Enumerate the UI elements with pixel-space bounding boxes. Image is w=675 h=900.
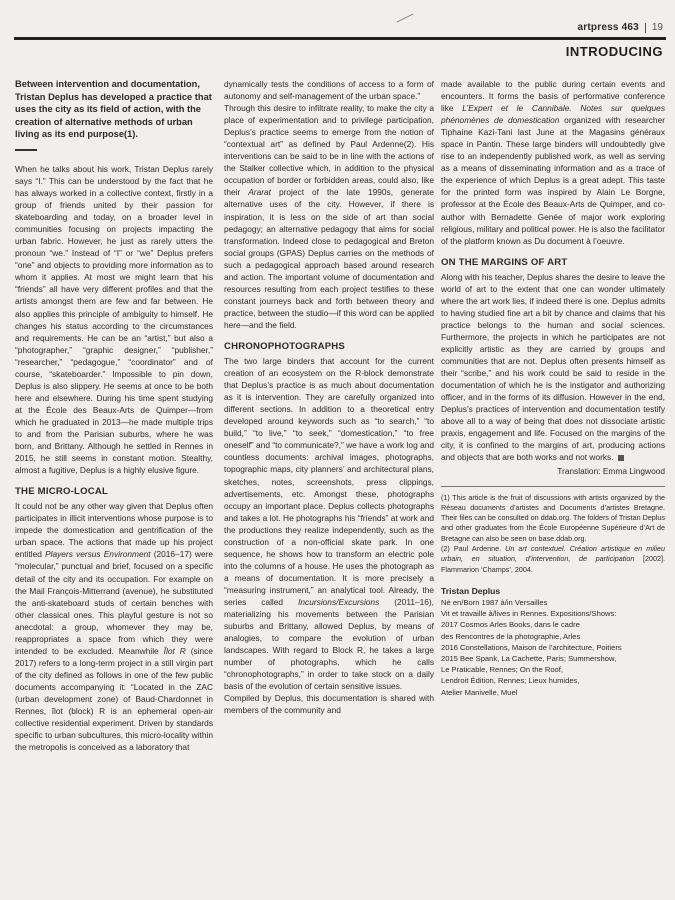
intro-rule — [15, 149, 37, 151]
column-1 — [15, 78, 213, 753]
column-2 — [224, 78, 434, 716]
column-3 — [441, 78, 665, 698]
pen-scratch-mark — [395, 12, 415, 24]
body-paragraph: Compiled by Deplus, this documentation is shared with members of the community and — [224, 693, 434, 716]
footnote-1: (1) This article is the fruit of discussions with artists organized by the Réseau documents d’artistes and Documents d’artistes Bretagne. Their files can be consulted on ddab.org. The folders of Tristan Deplus and other graduates from the École Européenne Supérieure d’Art de Bretagne can also be seen on base.ddab.org. — [441, 492, 665, 543]
body-paragraph: When he talks about his work, Tristan Deplus rarely says “I.” This can be understood by the fact that he has always worked in a collective context, firstly in a group of friends united by their passion for skateboarding and today, on a broader level in communities focusing on projects impacting the urban fabric. However, he just as rarely utters the pronoun “we.” Instead of “I” or “we” Deplus prefers “one” and objects to providing more information as to whom it applies. At most we might learn that his “friends” all have very different profiles and that the artists amongst them are few and far between. He also applies this principle of ambiguity to himself. He changes his status according to the circumstances and requirements. He can be an “artist,” but also a “photographer,” “graphic designer,” “publisher,” “researcher,” “pedagogue,” “coordinator” and of course, “skateboarder.” Impossible to pin down, Deplus is also slippery. He seems at once to be both here and elsewhere. During his time spent studying at the École des Beaux-Arts de Quimper—from which he graduated in 2013—he made multiple trips to and from the Parisian suburbs, where he was born, and Brittany. Although he settled in Rennes in 2015, he still seems in constant motion. Stealthy, almost a fugitive, Deplus is a highly elusive figure. — [15, 163, 213, 476]
bio-block — [441, 597, 665, 698]
body-paragraph: Along with his teacher, Deplus shares the desire to leave the world of art to the extent that one can wonder ultimately where the art work lies, if indeed there is one. Deplus admits to having studied fine art a bit by chance and claims that his practice belongs to the human and social sciences. Furthermore, the projects in which he participates are not explicitly artistic as they are carried by groups and communities that are not. Deplus often presents himself as their “scribe,” and his work could be said to reside in the documentation of which he is the instigator and authorizing officer, and in the forms of its diffusion. However in the end, Deplus’s practices of intervention and documentation testify above all to a way of being that does not dissociate artistic praxis, engagement and life. Focused on the margins of the city, it is confined to the margins of art, producing actions and objects that are both works and not works. — [441, 271, 665, 463]
magazine-issue: artpress 463 — [577, 22, 639, 33]
body-paragraph: dynamically tests the conditions of access to a form of autonomy and self-management of the urban space.” — [224, 79, 434, 102]
bio-line: Le Praticable, Rennes; On the Roof, — [441, 665, 563, 675]
body-paragraph: The two large binders that account for the current creation of an ecosystem on the R-block demonstrate that Deplus’s practice is as much about documentation as it is intervention. They are carefully organized into different sections. In addition to a theoretical entry developed around keywords such as “to search,” “to build,” “to live,” “to seek,” “domestication,” “to free oneself” and “to communicate?,” we have a work log and countless documents: archival images, photographs, topographic maps, city planners’ and architectural plans, sketches, notes, screenshots, press clippings, advertisements, etc. Amongst these, photographs occupy an important place. Deplus collects photographs and takes a lot. He photographs his “friends” at work and the productions they realize independently, such as the construction of a non-official skate park. In one sequence, he shows how to transform an electric pole into the columns of a house. He uses the photograph as a means of documentation. It is more precisely a “measuring instrument,” an analytical tool. Already, the series called Incursions/Excursions (2011–16), materializing his movements between the Parisian suburbs and Brittany, allowed Deplus, by means of analogies, to compare the evolution of urban landscapes. With regard to Block R, he takes a large number of photographs, which he calls “chronophotographs,” in order to take stock on a daily basis of the evolution of certain sensitive issues. — [224, 356, 434, 692]
end-mark-square — [618, 455, 624, 461]
bio-line: Lendroit Édition, Rennes; Lieux humides, — [441, 676, 580, 686]
subheading-margins-of-art: ON THE MARGINS OF ART — [441, 256, 568, 268]
running-header — [578, 22, 663, 33]
intro-paragraph: Between intervention and documentation, Tristan Deplus has developed a practice that uses the city as its field of action, with the creation of alternative methods of urban living as its end purpose(1). — [15, 79, 212, 140]
bio-name: Tristan Deplus — [441, 585, 501, 596]
bio-line: des Rencontres de la photographie, Arles — [441, 631, 581, 641]
bio-line: Vit et travaille à/lives in Rennes. Expositions/Shows: — [441, 609, 617, 619]
bio-line: Né en/Born 1987 à/in Versailles — [441, 597, 548, 607]
bio-line: Atelier Manivelle, Muel — [441, 687, 518, 697]
subheading-micro-local: THE MICRO-LOCAL — [15, 486, 109, 498]
body-paragraph: It could not be any other way given that Deplus often participates in illicit interventions whose purpose is to impede the domestication and gentrification of the urban space. The actions that made up his project entitled Players versus Environment (2016–17) were “molecular,” punctual and brief, focused on a specific detail of the city and its occupation. For example on the Mail François-Mitterrand (avenue), he substituted the anti-skateboard studs of certain benches with other classical ones. This playful gesture is not so anecdotal: a group, whomever they may be, reappropriates a space from which they were intended to be excluded. Meanwhile Îlot R (since 2017) refers to a long-term project in a still virgin part of the city defined as follows in one of the few public documents accompanying it: “Located in the ZAC (urban development zone) of Baud-Chardonnet in Rennes, îlot (block) R is an ephemeral open-air collective residential experiment. Driven by standards specific to urban subcultures, this micro-locality within the metropolis is conceived as a laboratory that — [15, 501, 214, 753]
translation-credit: Translation: Emma Lingwood — [557, 466, 665, 477]
body-paragraph: made available to the public during certain events and encounters. It forms the basis of performative conference like L’Expert et le Cannibale. Notes sur quelques phénomènes de domestication organized with researcher Tiphaine Kazi-Tani last June at the Magasins généraux space in Pantin. These large binders will undoubtedly give rise to an independently published work, as well as serving as a means of disseminating information and as a trace of the experience of which Deplus is a great adept. This taste for the printed form was inspired by Alain Le Borgne, professor at the École des Beaux-Arts de Quimper, and co-author with Bernadette Genée of major work exploring religious, military and political power. He is also the facilitator of the platform known as Du document à l’oeuvre. — [441, 79, 665, 246]
subheading-chronophotographs: CHRONOPHOTOGRAPHS — [224, 340, 346, 352]
bio-line: 2016 Constellations, Maison de l’architecture, Poitiers — [441, 642, 622, 652]
footnote-2: (2) Paul Ardenne. Un art contextuel. Création artistique en milieu urbain, en situation, d’intervention, de participation [2002]. Flammarion ‘Champs’, 2004. — [441, 543, 666, 574]
body-paragraph: Through this desire to infiltrate reality, to make the city a place of experimentation and to privilege participation, Deplus’s practice seems to emerge from the notion of “contextual art” as defined by Paul Ardenne(2). His interventions can be said to be in line with the actions of the Stalker collective which, in addition to the physical occupation of border or forbidden areas, could also, like their Ararat project of the late 1990s, generate alternative uses of the city. However, if there is inspiration, it is less on the side of art than social pedagogy; an alternative pedagogy that aims for social transformation. Indeed close to pedagogical and Breton social groups (GPAS) Deplus carries on the methods of such a pedagogical approach based around research and action. The important volume of documentation and resources resulting from each project testifies to these constant journeys back and forth between theory and practice, between the studio—if this word can be applied here—and the field. — [224, 103, 434, 330]
footnotes — [441, 493, 665, 575]
section-title: INTRODUCING — [565, 44, 663, 59]
bio-line: 2015 Bee Spank, La Cachette, Paris; Summershow, — [441, 653, 617, 663]
page-number: 19 — [651, 22, 663, 33]
bio-line: 2017 Cosmos Arles Books, dans le cadre — [441, 620, 580, 630]
notes-divider — [441, 486, 665, 487]
header-rule — [14, 37, 666, 40]
header-separator — [645, 23, 646, 33]
